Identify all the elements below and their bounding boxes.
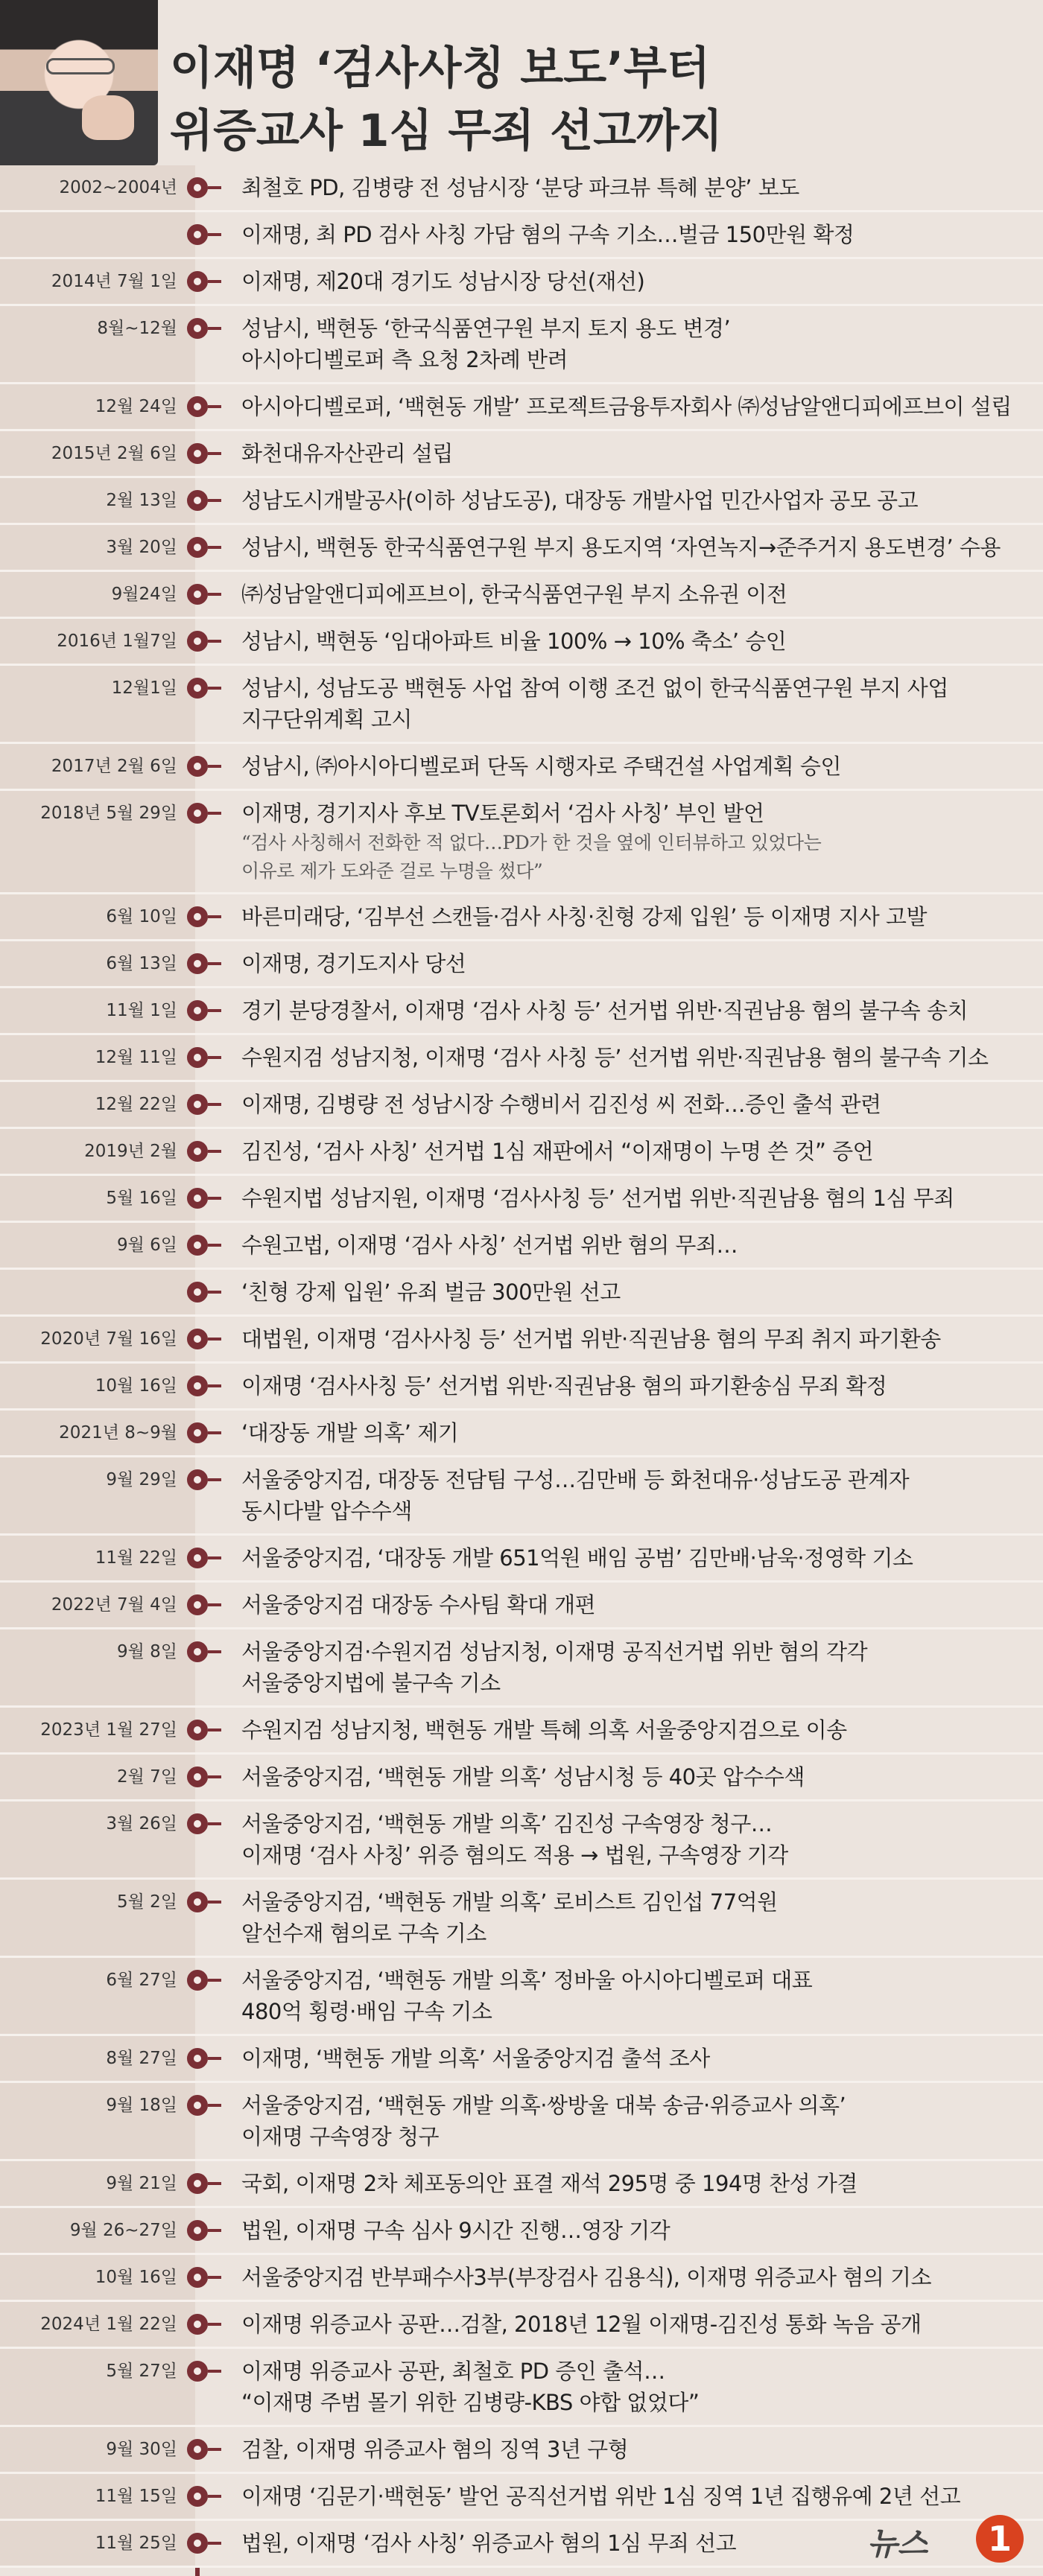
entry-date: 2019년 2월	[84, 1142, 177, 1161]
timeline-connector	[208, 1650, 221, 1653]
entry-content	[241, 666, 1043, 742]
timeline-entry	[0, 988, 1043, 1035]
timeline-connector	[208, 499, 221, 502]
entry-text: “이재명 주범 몰기 위한 김병량-KBS 야합 없었다”	[241, 2390, 700, 2415]
timeline-dot-icon	[187, 1047, 208, 1068]
timeline-connector	[208, 1603, 221, 1606]
timeline-dot-icon	[187, 1970, 208, 1991]
timeline-connector	[208, 2104, 221, 2107]
timeline-dot-icon	[187, 318, 208, 339]
entry-content	[241, 791, 1043, 892]
timeline-dot-icon	[187, 2095, 208, 2116]
entry-date: 2월 7일	[116, 1767, 177, 1787]
entry-text: 서울중앙지검, ‘백현동 개발 의혹’ 정바울 아시아디벨로퍼 대표	[241, 1968, 813, 1993]
entry-text: 이재명 ‘김문기·백현동’ 발언 공직선거법 위반 1심 징역 1년 집행유예 2년 선고	[241, 2484, 961, 2509]
timeline-entry	[0, 572, 1043, 619]
timeline-connector	[208, 233, 221, 236]
entry-text: 성남시, ㈜아시아디벨로퍼 단독 시행자로 주택건설 사업계획 승인	[241, 754, 841, 779]
timeline-connector	[208, 2495, 221, 2498]
timeline-entry	[0, 666, 1043, 744]
timeline-connector	[208, 1729, 221, 1731]
entry-content	[241, 941, 1043, 986]
entry-content	[241, 1801, 1043, 1877]
timeline-dot-icon	[187, 1235, 208, 1256]
entry-content	[241, 1629, 1043, 1705]
entry-text: 480억 횡령·배임 구속 기소	[241, 1999, 492, 2024]
entry-text: 이재명, 제20대 경기도 성남시장 당선(재선)	[241, 269, 645, 294]
page-title-line-1: 이재명 ‘검사사칭 보도’부터	[170, 42, 710, 95]
timeline-dot-icon	[187, 678, 208, 699]
timeline-dot-icon	[187, 2486, 208, 2507]
entry-content	[241, 1583, 1043, 1627]
entry-date: 12월 11일	[95, 1048, 177, 1067]
timeline-entry	[0, 212, 1043, 259]
entry-content	[241, 1176, 1043, 1221]
entry-content	[241, 744, 1043, 789]
entry-text: 서울중앙지검·수원지검 성남지청, 이재명 공직선거법 위반 혐의 각각	[241, 1639, 868, 1664]
timeline-entry	[0, 2083, 1043, 2161]
entry-text: 법원, 이재명 ‘검사 사칭’ 위증교사 혐의 1심 무죄 선고	[241, 2531, 737, 2556]
entry-date: 10월 16일	[95, 1376, 177, 1396]
timeline-dot-icon	[187, 1892, 208, 1912]
entry-date: 5월 16일	[106, 1189, 177, 1208]
entry-date: 11월 22일	[95, 1548, 177, 1568]
entry-date: 9월 21일	[106, 2174, 177, 2193]
timeline-connector	[208, 1431, 221, 1434]
entry-content	[241, 2208, 1043, 2253]
entry-text: 이재명, ‘백현동 개발 의혹’ 서울중앙지검 출석 조사	[241, 2046, 710, 2071]
timeline-entry	[0, 1536, 1043, 1583]
timeline-connector	[208, 687, 221, 690]
timeline-connector	[208, 280, 221, 283]
timeline-dot-icon	[187, 756, 208, 777]
timeline-connector	[208, 1056, 221, 1059]
entry-date: 9월24일	[111, 585, 177, 604]
entry-text: 수원고법, 이재명 ‘검사 사칭’ 선거법 위반 혐의 무죄…	[241, 1233, 738, 1258]
timeline-connector	[208, 1197, 221, 1200]
entry-text: 이재명 위증교사 공판…검찰, 2018년 12월 이재명-김진성 통화 녹음 공개	[241, 2312, 922, 2337]
entry-content	[241, 2474, 1043, 2519]
logo-badge-icon: 1	[976, 2515, 1024, 2563]
entry-date: 11월 25일	[95, 2534, 177, 2553]
entry-text: 경기 분당경찰서, 이재명 ‘검사 사칭 등’ 선거법 위반·직권남용 혐의 불구속 송치	[241, 998, 968, 1023]
portrait-photo	[0, 0, 158, 165]
timeline-dot-icon	[187, 584, 208, 605]
entry-content	[241, 1958, 1043, 2034]
timeline-dot-icon	[187, 1329, 208, 1349]
timeline-dot-icon	[187, 2314, 208, 2335]
entry-text: 동시다발 압수수색	[241, 1498, 412, 1524]
entry-text: 성남시, 백현동 ‘한국식품연구원 부지 토지 용도 변경’	[241, 316, 731, 341]
entry-text: 서울중앙지법에 불구속 기소	[241, 1670, 501, 1696]
timeline-entry	[0, 1880, 1043, 1958]
entry-content	[241, 1364, 1043, 1408]
entry-date: 6월 10일	[106, 907, 177, 926]
entry-content	[241, 894, 1043, 939]
news1-logo	[867, 2515, 1024, 2563]
entry-content	[241, 306, 1043, 382]
entry-date: 6월 27일	[106, 1971, 177, 1990]
timeline-dot-icon	[187, 1141, 208, 1162]
entry-date: 10월 16일	[95, 2268, 177, 2287]
entry-text: 서울중앙지검, ‘백현동 개발 의혹’ 로비스트 김인섭 77억원	[241, 1889, 778, 1915]
entry-date: 2017년 2월 6일	[51, 757, 177, 776]
entry-content	[241, 1129, 1043, 1174]
timeline-entry	[0, 1708, 1043, 1755]
entry-date: 2015년 2월 6일	[51, 444, 177, 463]
timeline-rows	[0, 165, 1043, 2568]
timeline-connector	[208, 1103, 221, 1106]
timeline-connector	[208, 765, 221, 768]
entry-date: 12월 24일	[95, 397, 177, 416]
timeline-entry	[0, 525, 1043, 572]
timeline-entry	[0, 1035, 1043, 1082]
entry-date: 9월 8일	[116, 1642, 177, 1661]
entry-content	[241, 2161, 1043, 2206]
timeline-entry	[0, 1270, 1043, 1317]
timeline-connector	[208, 640, 221, 643]
entry-content	[241, 2427, 1043, 2472]
timeline-connector	[208, 1556, 221, 1559]
entry-date: 12월1일	[111, 678, 177, 698]
entry-date: 12월 22일	[95, 1095, 177, 1114]
timeline-entry	[0, 1755, 1043, 1801]
timeline-entry	[0, 744, 1043, 791]
glasses-shape	[46, 58, 115, 74]
timeline-entry	[0, 1583, 1043, 1629]
entry-text: 서울중앙지검, ‘대장동 개발 651억원 배임 공범’ 김만배·남욱·정영학 기소	[241, 1545, 913, 1571]
entry-content	[241, 2255, 1043, 2300]
entry-content	[241, 1223, 1043, 1268]
entry-content	[241, 384, 1043, 429]
entry-text: 이재명, 김병량 전 성남시장 수행비서 김진성 씨 전화…증인 출석 관련	[241, 1092, 881, 1117]
timeline-connector	[208, 2542, 221, 2545]
entry-content	[241, 478, 1043, 523]
timeline-dot-icon	[187, 443, 208, 464]
timeline-entry	[0, 619, 1043, 666]
timeline-dot-icon	[187, 396, 208, 417]
entry-date: 11월 15일	[95, 2487, 177, 2506]
entry-text: 서울중앙지검, ‘백현동 개발 의혹·쌍방울 대북 송금·위증교사 의혹’	[241, 2093, 846, 2118]
timeline-connector	[208, 1775, 221, 1778]
timeline-connector	[208, 1822, 221, 1825]
entry-date: 3월 20일	[106, 538, 177, 557]
timeline-entry	[0, 1176, 1043, 1223]
timeline-dot-icon	[187, 1188, 208, 1209]
timeline-dot-icon	[187, 2439, 208, 2460]
timeline-entry	[0, 1958, 1043, 2036]
entry-date: 3월 26일	[106, 1814, 177, 1834]
timeline-connector	[208, 2229, 221, 2232]
timeline-entry	[0, 1082, 1043, 1129]
entry-text: 이재명 ‘검사 사칭’ 위증 혐의도 적용 → 법원, 구속영장 기각	[241, 1842, 788, 1868]
entry-text: 대법원, 이재명 ‘검사사칭 등’ 선거법 위반·직권남용 혐의 무죄 취지 파기환송	[241, 1326, 941, 1352]
timeline-entry	[0, 384, 1043, 431]
entry-content	[241, 619, 1043, 664]
entry-quote: 이유로 제가 도와준 걸로 누명을 썼다”	[241, 860, 543, 882]
entry-content	[241, 165, 1043, 210]
timeline-connector	[208, 452, 221, 455]
entry-text: 서울중앙지검, ‘백현동 개발 의혹’ 김진성 구속영장 청구…	[241, 1811, 773, 1836]
entry-text: 수원지법 성남지원, 이재명 ‘검사사칭 등’ 선거법 위반·직권남용 혐의 1심 무죄	[241, 1186, 954, 1211]
entry-text: 국회, 이재명 2차 체포동의안 표결 재석 295명 중 194명 찬성 가결	[241, 2171, 857, 2196]
timeline-entry	[0, 2474, 1043, 2521]
timeline-entry	[0, 2302, 1043, 2349]
entry-date: 2020년 7월 16일	[40, 1329, 177, 1349]
entry-content	[241, 212, 1043, 257]
timeline-connector	[208, 546, 221, 549]
timeline-dot-icon	[187, 631, 208, 652]
entry-text: 알선수재 혐의로 구속 기소	[241, 1921, 486, 1946]
entry-date: 2014년 7월 1일	[51, 272, 177, 291]
entry-text: 아시아디벨로퍼, ‘백현동 개발’ 프로젝트금융투자회사 ㈜성남알앤디피에프브이 설립	[241, 394, 1012, 419]
timeline-dot-icon	[187, 2048, 208, 2069]
entry-text: 수원지검 성남지청, 백현동 개발 특혜 의혹 서울중앙지검으로 이송	[241, 1717, 847, 1743]
timeline-dot-icon	[187, 803, 208, 824]
entry-text: 서울중앙지검 반부패수사3부(부장검사 김용식), 이재명 위증교사 혐의 기소	[241, 2265, 932, 2290]
timeline-dot-icon	[187, 2533, 208, 2554]
entry-date: 2002~2004년	[59, 178, 177, 197]
timeline-dot-icon	[187, 1094, 208, 1115]
timeline-entry	[0, 431, 1043, 478]
timeline-entry	[0, 2349, 1043, 2427]
timeline-dot-icon	[187, 953, 208, 974]
entry-date: 9월 29일	[106, 1470, 177, 1489]
timeline-entry	[0, 259, 1043, 306]
entry-date: 9월 18일	[106, 2096, 177, 2115]
timeline-dot-icon	[187, 224, 208, 245]
entry-date: 11월 1일	[106, 1001, 177, 1020]
page-title-line-2: 위증교사 1심 무죄 선고까지	[170, 105, 723, 157]
entry-text: 서울중앙지검 대장동 수사팀 확대 개편	[241, 1592, 596, 1618]
timeline-dot-icon	[187, 2361, 208, 2382]
timeline-connector	[208, 593, 221, 596]
entry-content	[241, 1082, 1043, 1127]
timeline-connector	[208, 1979, 221, 1982]
timeline-entry	[0, 1223, 1043, 1270]
timeline-connector	[208, 1384, 221, 1387]
entry-text: 지구단위계획 고시	[241, 707, 412, 732]
entry-content	[241, 431, 1043, 476]
timeline-connector	[208, 812, 221, 815]
entry-date: 8월 27일	[106, 2049, 177, 2068]
timeline-dot-icon	[187, 1594, 208, 1615]
timeline-entry	[0, 1411, 1043, 1457]
entry-text: 성남시, 백현동 ‘임대아파트 비율 100% → 10% 축소’ 승인	[241, 629, 787, 654]
entry-text: 서울중앙지검, 대장동 전담팀 구성…김만배 등 화천대유·성남도공 관계자	[241, 1467, 910, 1492]
timeline-entry	[0, 1801, 1043, 1880]
entry-date: 8월~12월	[97, 319, 177, 338]
timeline-connector	[208, 2370, 221, 2373]
timeline-dot-icon	[187, 2173, 208, 2194]
entry-date: 2022년 7월 4일	[51, 1595, 177, 1615]
entry-date: 5월 27일	[106, 2362, 177, 2381]
entry-content	[241, 2302, 1043, 2347]
hand-shape	[82, 95, 134, 140]
entry-quote: “검사 사칭해서 전화한 적 없다…PD가 한 것을 옆에 인터뷰하고 있었다는	[241, 832, 822, 853]
entry-text: 바른미래당, ‘김부선 스캔들·검사 사칭·친형 강제 입원’ 등 이재명 지사 고발	[241, 904, 927, 929]
entry-content	[241, 259, 1043, 304]
entry-date: 5월 2일	[116, 1892, 177, 1912]
timeline-entry	[0, 1129, 1043, 1176]
entry-text: ㈜성남알앤디피에프브이, 한국식품연구원 부지 소유권 이전	[241, 582, 787, 607]
timeline-connector	[208, 1291, 221, 1294]
timeline-connector	[208, 915, 221, 918]
timeline-entry	[0, 306, 1043, 384]
timeline-entry	[0, 1317, 1043, 1364]
timeline-connector	[208, 1244, 221, 1247]
entry-text: 이재명, 경기도지사 당선	[241, 951, 466, 976]
timeline-connector	[208, 2276, 221, 2279]
timeline-entry	[0, 1629, 1043, 1708]
timeline-dot-icon	[187, 1469, 208, 1490]
timeline-dot-icon	[187, 2220, 208, 2241]
timeline-entry	[0, 791, 1043, 894]
timeline-dot-icon	[187, 1422, 208, 1443]
entry-text: 아시아디벨로퍼 측 요청 2차례 반려	[241, 347, 568, 372]
timeline-entry	[0, 2036, 1043, 2083]
entry-date: 2023년 1월 27일	[40, 1720, 177, 1740]
timeline-dot-icon	[187, 1000, 208, 1021]
timeline-entry	[0, 2427, 1043, 2474]
logo-text: 뉴스	[867, 2525, 928, 2562]
entry-date: 2월 13일	[106, 491, 177, 510]
entry-content	[241, 1708, 1043, 1752]
timeline-entry	[0, 2161, 1043, 2208]
entry-text: 화천대유자산관리 설립	[241, 441, 453, 466]
timeline-dot-icon	[187, 177, 208, 198]
timeline-connector	[208, 327, 221, 330]
entry-date: 2024년 1월 22일	[40, 2315, 177, 2334]
timeline	[0, 165, 1043, 2568]
timeline-connector	[208, 2448, 221, 2451]
entry-text: 수원지검 성남지청, 이재명 ‘검사 사칭 등’ 선거법 위반·직권남용 혐의 불구속 기소	[241, 1045, 989, 1070]
entry-content	[241, 1411, 1043, 1455]
entry-text: 검찰, 이재명 위증교사 혐의 징역 3년 구형	[241, 2437, 629, 2462]
timeline-connector	[208, 2182, 221, 2185]
entry-content	[241, 1270, 1043, 1314]
entry-date: 9월 30일	[106, 2440, 177, 2459]
timeline-entry	[0, 894, 1043, 941]
entry-content	[241, 1755, 1043, 1799]
entry-content	[241, 988, 1043, 1033]
timeline-dot-icon	[187, 1548, 208, 1568]
timeline-connector	[208, 186, 221, 189]
timeline-dot-icon	[187, 537, 208, 558]
timeline-dot-icon	[187, 1641, 208, 1662]
entry-text: 이재명 구속영장 청구	[241, 2124, 440, 2149]
entry-text: 성남시, 성남도공 백현동 사업 참여 이행 조건 없이 한국식품연구원 부지 사업	[241, 675, 948, 701]
timeline-dot-icon	[187, 1813, 208, 1834]
timeline-connector	[208, 1901, 221, 1904]
timeline-dot-icon	[187, 271, 208, 292]
entry-date: 6월 13일	[106, 954, 177, 973]
entry-content	[241, 1457, 1043, 1533]
timeline-entry	[0, 1457, 1043, 1536]
timeline-entry	[0, 941, 1043, 988]
entry-date: 9월 26~27일	[69, 2221, 177, 2240]
entry-text: 이재명, 최 PD 검사 사칭 가담 혐의 구속 기소…벌금 150만원 확정	[241, 222, 855, 247]
entry-text: 서울중앙지검, ‘백현동 개발 의혹’ 성남시청 등 40곳 압수수색	[241, 1764, 805, 1790]
entry-text: 성남도시개발공사(이하 성남도공), 대장동 개발사업 민간사업자 공모 공고	[241, 488, 919, 513]
timeline-connector	[208, 405, 221, 408]
timeline-connector	[208, 1338, 221, 1341]
entry-text: 이재명 ‘검사사칭 등’ 선거법 위반·직권남용 혐의 파기환송심 무죄 확정	[241, 1373, 887, 1399]
entry-content	[241, 1317, 1043, 1361]
entry-date: 2021년 8~9월	[59, 1423, 177, 1443]
timeline-dot-icon	[187, 1720, 208, 1740]
entry-content	[241, 1536, 1043, 1580]
timeline-connector	[208, 1009, 221, 1012]
entry-text: 성남시, 백현동 한국식품연구원 부지 용도지역 ‘자연녹지→준주거지 용도변경’ 수용	[241, 535, 1001, 560]
timeline-connector	[208, 2323, 221, 2326]
entry-text: 이재명 위증교사 공판, 최철호 PD 증인 출석…	[241, 2359, 665, 2384]
timeline-entry	[0, 2208, 1043, 2255]
timeline-entry	[0, 2255, 1043, 2302]
entry-content	[241, 572, 1043, 617]
entry-content	[241, 2349, 1043, 2425]
entry-text: 최철호 PD, 김병량 전 성남시장 ‘분당 파크뷰 특혜 분양’ 보도	[241, 175, 799, 200]
entry-content	[241, 1880, 1043, 1956]
timeline-entry	[0, 1364, 1043, 1411]
entry-date: 2018년 5월 29일	[40, 804, 177, 823]
timeline-entry	[0, 478, 1043, 525]
timeline-dot-icon	[187, 906, 208, 927]
timeline-entry	[0, 165, 1043, 212]
entry-text: 법원, 이재명 구속 심사 9시간 진행…영장 기각	[241, 2218, 670, 2243]
entry-date: 9월 6일	[116, 1235, 177, 1255]
timeline-dot-icon	[187, 490, 208, 511]
timeline-connector	[208, 2057, 221, 2060]
entry-content	[241, 1035, 1043, 1080]
timeline-connector	[208, 962, 221, 965]
entry-text: 김진성, ‘검사 사칭’ 선거법 1심 재판에서 “이재명이 누명 쓴 것” 증언	[241, 1139, 874, 1164]
entry-content	[241, 525, 1043, 570]
entry-content	[241, 2036, 1043, 2081]
entry-content	[241, 2083, 1043, 2159]
timeline-dot-icon	[187, 2267, 208, 2288]
timeline-connector	[208, 1478, 221, 1481]
entry-date: 2016년 1월7일	[57, 632, 177, 651]
entry-text: ‘대장동 개발 의혹’ 제기	[241, 1420, 459, 1446]
entry-text: ‘친형 강제 입원’ 유죄 벌금 300만원 선고	[241, 1279, 621, 1305]
header	[0, 0, 1043, 165]
timeline-dot-icon	[187, 1376, 208, 1396]
timeline-dot-icon	[187, 1282, 208, 1303]
entry-text: 이재명, 경기지사 후보 TV토론회서 ‘검사 사칭’ 부인 발언	[241, 801, 764, 826]
timeline-connector	[208, 1150, 221, 1153]
timeline-dot-icon	[187, 1766, 208, 1787]
